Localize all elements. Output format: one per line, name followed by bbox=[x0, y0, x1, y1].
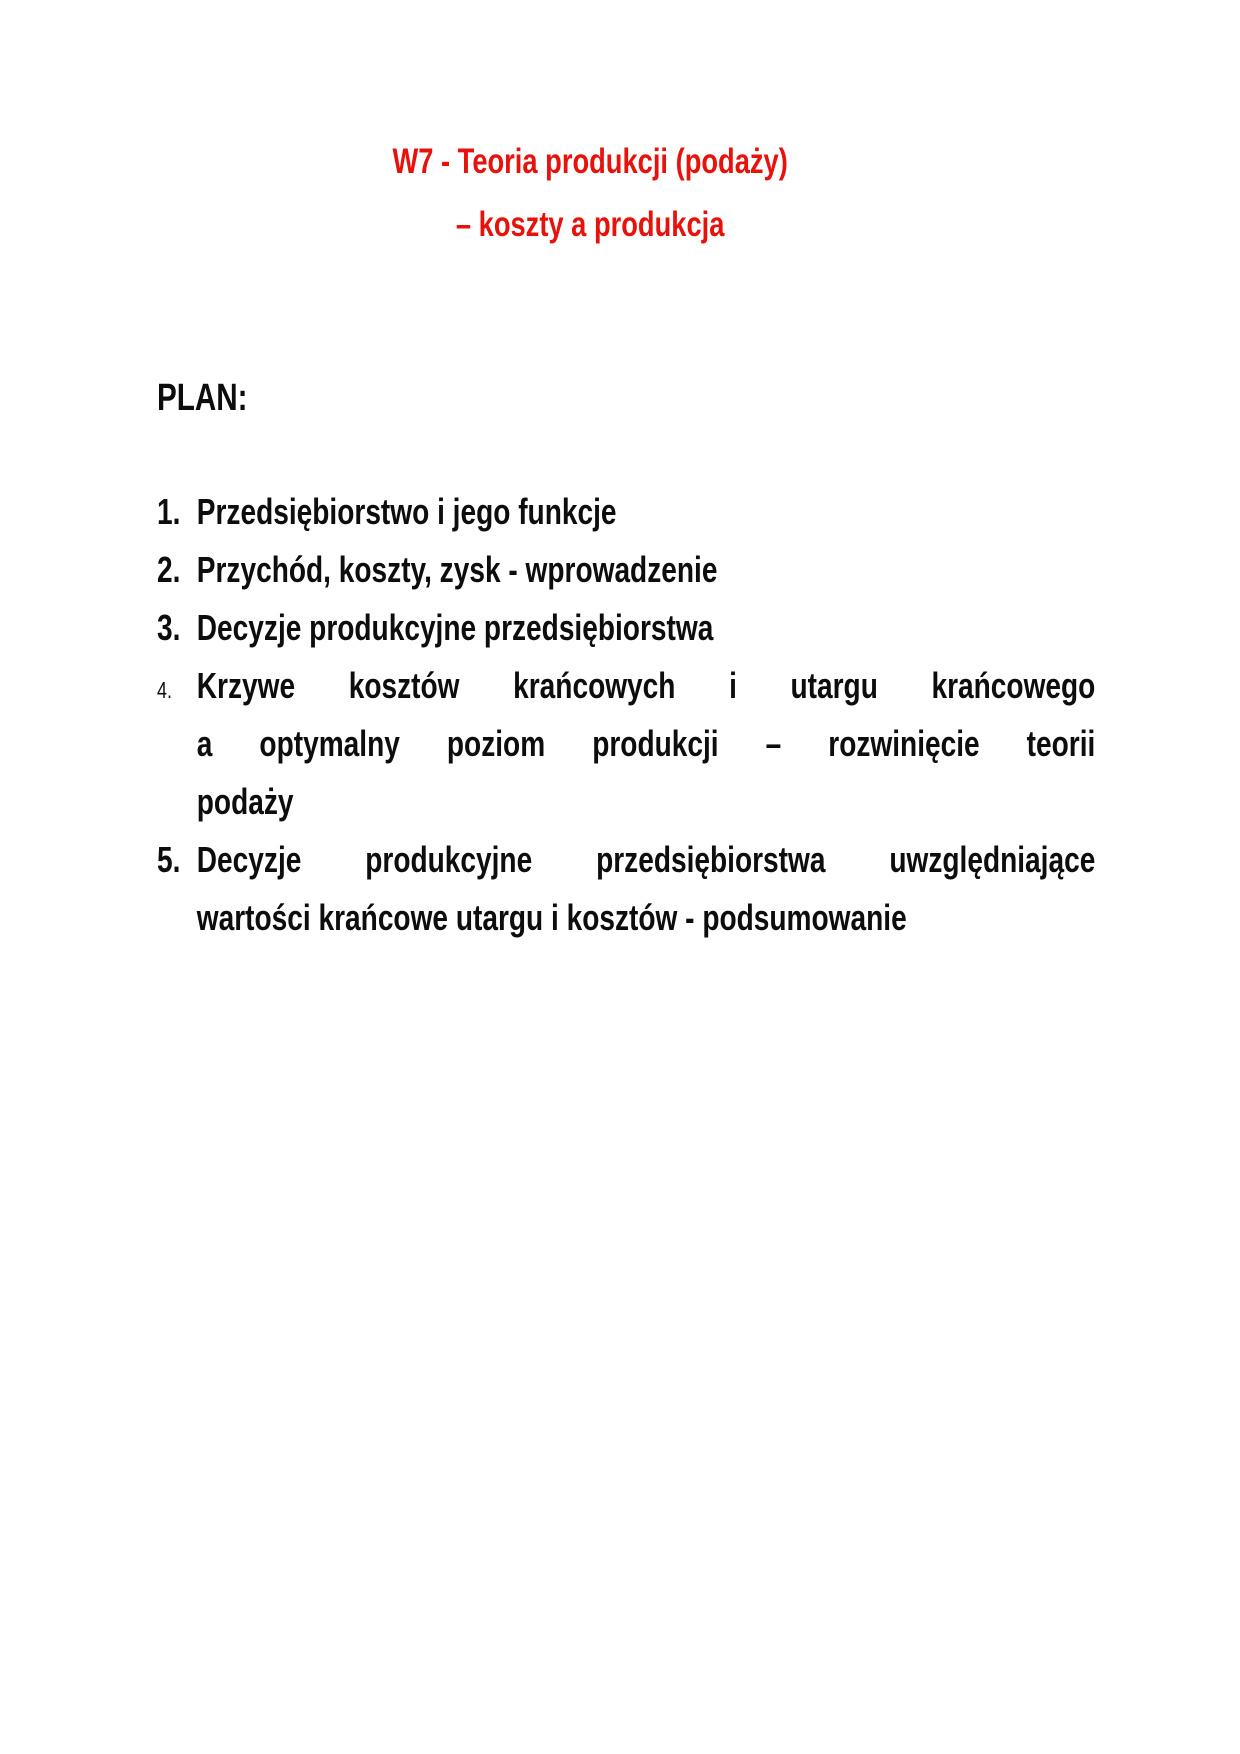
list-item-text bbox=[197, 599, 1096, 657]
document-title bbox=[50, 130, 1130, 256]
list-item-text bbox=[197, 831, 1096, 947]
list-item-text bbox=[197, 541, 1096, 599]
plan-heading: PLAN: bbox=[157, 377, 248, 419]
list-item-line: podaży bbox=[196, 781, 294, 822]
list-item-3 bbox=[157, 599, 1095, 657]
title-line-2: – koszty a produkcja bbox=[455, 205, 725, 244]
list-item-4 bbox=[157, 657, 1095, 831]
list-item-line: Przychód, koszty, zysk - wprowadzenie bbox=[196, 549, 718, 590]
list-item-line: Decyzje produkcyjne przedsiębiorstwa uwzględniające bbox=[196, 839, 1096, 880]
list-item-1 bbox=[157, 483, 1095, 541]
list-item-line: a optymalny poziom produkcji – rozwinięcie teorii bbox=[196, 723, 1096, 764]
list-item-number: 1. bbox=[157, 491, 181, 532]
list-item-line: Przedsiębiorstwo i jego funkcje bbox=[196, 491, 617, 532]
list-item-number: 5. bbox=[157, 839, 181, 880]
list-item-text bbox=[197, 657, 1096, 831]
list-item-2 bbox=[157, 541, 1095, 599]
list-item-text bbox=[197, 483, 1096, 541]
list-item-5 bbox=[157, 831, 1095, 947]
list-item-line: Krzywe kosztów krańcowych i utargu krańcowego bbox=[196, 665, 1096, 706]
list-item-number: 3. bbox=[157, 607, 181, 648]
list-item-line: Decyzje produkcyjne przedsiębiorstwa bbox=[196, 607, 714, 648]
list-item-number: 2. bbox=[157, 549, 181, 590]
title-line-1: W7 - Teoria produkcji (podaży) bbox=[392, 142, 788, 181]
list-item-number: 4. bbox=[157, 677, 172, 703]
list-item-line: wartości krańcowe utargu i kosztów - podsumowanie bbox=[196, 897, 907, 938]
plan-list bbox=[157, 483, 1240, 947]
